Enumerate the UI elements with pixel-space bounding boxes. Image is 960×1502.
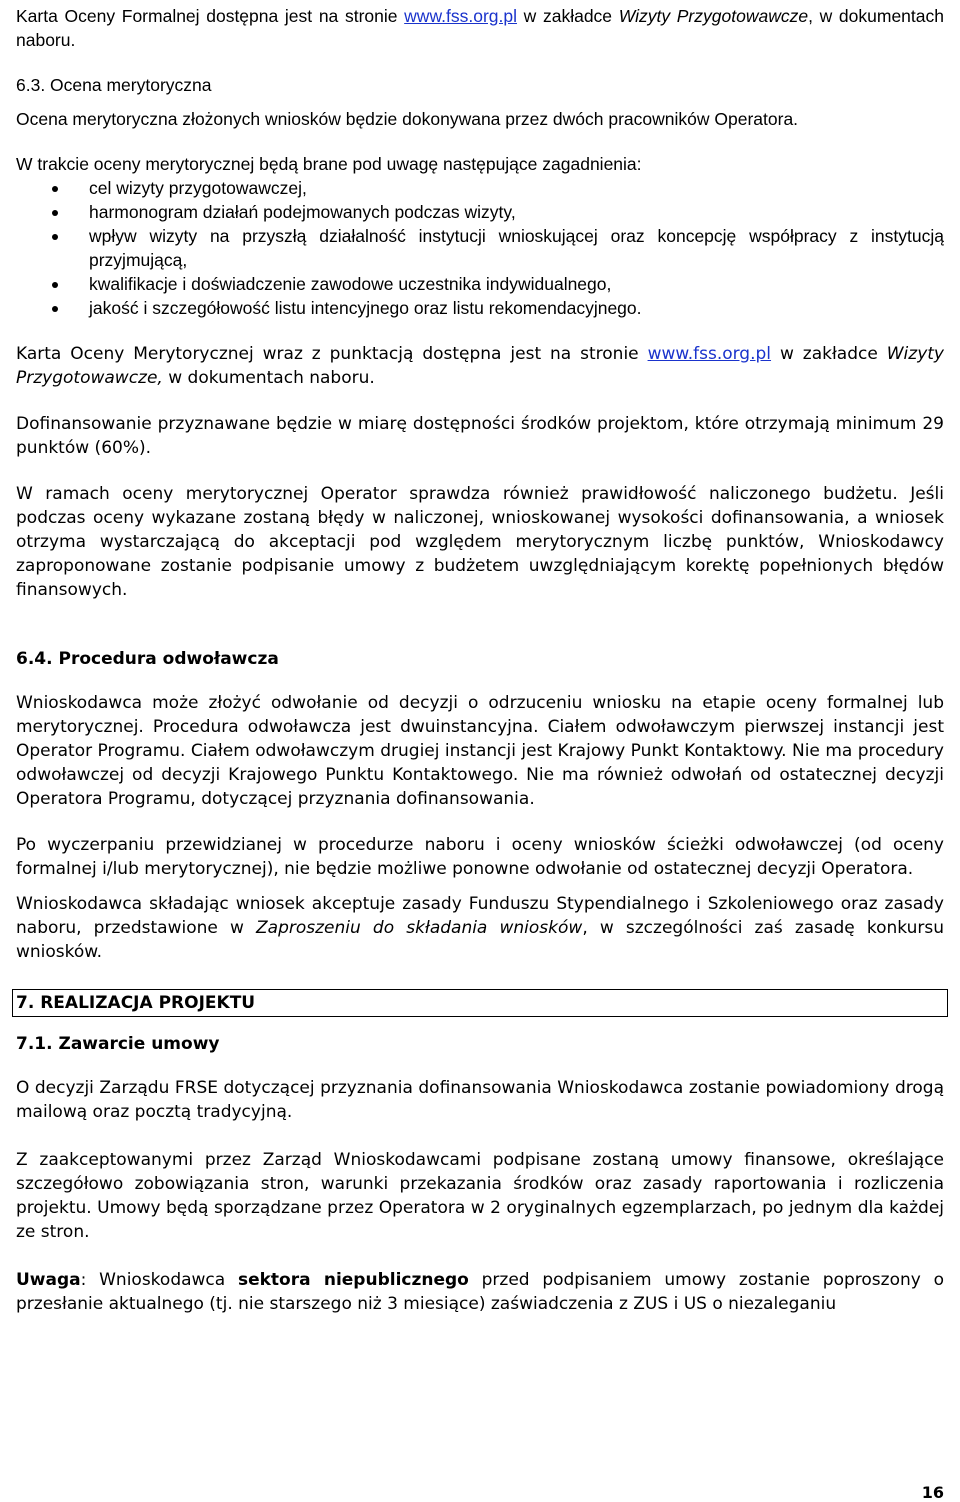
page-number: 16 [921, 1483, 944, 1502]
list-item-text: wpływ wizyty na przyszłą działalność instytucji wnioskującej oraz koncepcję współpracy z instytucją przyjmującą, [89, 226, 944, 270]
funding-paragraph: Dofinansowanie przyznawane będzie w miarę dostępności środków projektom, które otrzymają minimum 29 punktów (60%). [16, 414, 944, 458]
list-item [16, 296, 944, 320]
list-item-text: harmonogram działań podejmowanych podczas wizyty, [89, 202, 516, 222]
list-item [16, 200, 944, 224]
section-6-3-heading: 6.3. Ocena merytoryczna [16, 75, 212, 95]
card-text-mid: w zakładce [771, 344, 887, 364]
appeal-paragraph-1: Wnioskodawca może złożyć odwołanie od decyzji o odrzuceniu wniosku na etapie oceny formalnej lub merytorycznej. Procedura odwoławcza jest dwuinstancyjna. Ciałem odwoławczym pierwszej instancji jest Operator Programu. Ciałem odwoławczym drugiej instancji jest Krajowy Punkt Kontaktowy. Nie ma procedury odwoławczej od decyzji Krajowego Punktu Kontaktowego. Nie ma również odwołań od ostatecznej decyzji Operatora Programu, dotyczącej przyznania dofinansowania. [16, 693, 944, 809]
bullet-icon [52, 306, 58, 312]
list-item-text: kwalifikacje i doświadczenie zawodowe uczestnika indywidualnego, [89, 274, 612, 294]
intro-text-mid: w zakładce [516, 6, 619, 26]
note-paragraph [16, 1268, 944, 1316]
appeal-text: Wnioskodawca składając wniosek akceptuje zasady Funduszu Stypendialnego i Szkoleniowego oraz zasady naboru, przedstawione w [16, 894, 944, 938]
bullet-icon [52, 282, 58, 288]
evaluation-card-paragraph [16, 342, 944, 390]
list-item [16, 224, 944, 272]
list-item [16, 176, 944, 200]
document-page [16, 4, 944, 1316]
fss-link-2[interactable]: www.fss.org.pl [647, 344, 772, 364]
note-bold: sektora niepublicznego [237, 1270, 469, 1290]
section-7-heading: 7. REALIZACJA PROJEKTU [12, 989, 948, 1017]
bullet-icon [52, 186, 58, 192]
appeal-text-post: , w szczególności zaś zasadę konkursu wniosków. [16, 918, 945, 962]
fss-link[interactable]: www.fss.org.pl [404, 6, 517, 26]
list-item-text: cel wizyty przygotowawczej, [89, 178, 307, 198]
card-text: Karta Oceny Merytorycznej wraz z punktacją dostępna jest na stronie [16, 344, 648, 364]
intro-text-post: , w dokumentach naboru. [16, 6, 944, 50]
s63-paragraph-2: W trakcie oceny merytorycznej będą brane pod uwagę następujące zagadnienia: [16, 154, 642, 174]
note-text: : Wnioskodawca [80, 1270, 238, 1290]
appeal-italic: Zaproszeniu do składania wniosków [256, 918, 583, 938]
list-item-text: jakość i szczegółowość listu intencyjnego oraz listu rekomendacyjnego. [89, 298, 642, 318]
list-item [16, 272, 944, 296]
bullet-icon [52, 234, 58, 240]
section-7-1-heading: 7.1. Zawarcie umowy [16, 1034, 220, 1054]
card-text-post: w dokumentach naboru. [162, 368, 375, 388]
intro-italic: Wizyty Przygotowawcze [618, 6, 809, 26]
intro-paragraph [16, 4, 944, 52]
note-text-post: przed podpisaniem umowy zostanie poproszony o przesłanie aktualnego (tj. nie starszego niż 3 miesiące) zaświadczenia z ZUS i US o niezaleganiu [16, 1270, 944, 1314]
s63-paragraph-1: Ocena merytoryczna złożonych wniosków będzie dokonywana przez dwóch pracowników Operatora. [16, 109, 799, 129]
card-italic: Wizyty Przygotowawcze, [16, 344, 944, 388]
contract-paragraph-1: O decyzji Zarządu FRSE dotyczącej przyznania dofinansowania Wnioskodawca zostanie powiadomiony drogą mailową oraz pocztą tradycyjną. [16, 1078, 944, 1122]
intro-text: Karta Oceny Formalnej dostępna jest na stronie [16, 6, 405, 26]
appeal-paragraph-2: Po wyczerpaniu przewidzianej w procedurze naboru i oceny wniosków ścieżki odwoławczej (od oceny formalnej i/lub merytorycznej), nie będzie możliwe ponowne odwołanie od ostatecznej decyzji Operatora. [16, 835, 944, 879]
contract-paragraph-2: Z zaakceptowanymi przez Zarząd Wnioskodawcami podpisane zostaną umowy finansowe, określające szczegółowo zobowiązania stron, warunki przekazania środków oraz zasady raportowania i rozliczenia projektu. Umowy będą sporządzane przez Operatora w 2 oryginalnych egzemplarzach, po jednym dla każdej ze stron. [16, 1150, 944, 1242]
bullet-icon [52, 210, 58, 216]
section-6-4-heading: 6.4. Procedura odwoławcza [16, 649, 279, 669]
appeal-paragraph-3 [16, 892, 944, 964]
budget-paragraph: W ramach oceny merytorycznej Operator sprawdza również prawidłowość naliczonego budżetu. Jeśli podczas oceny wykazane zostaną błędy w naliczonej, wnioskowanej wysokości dofinansowania, a wniosek otrzyma wystarczającą do akceptacji pod względem merytorycznym liczbę punktów, Wnioskodawcy zaproponowane zostanie podpisanie umowy z budżetem uwzględniającym korektę popełnionych błędów finansowych. [16, 484, 944, 600]
criteria-list [16, 176, 944, 320]
note-label: Uwaga [16, 1270, 81, 1290]
